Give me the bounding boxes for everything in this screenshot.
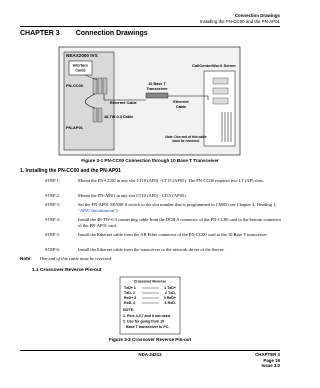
footer-page: Page 19 [263, 357, 280, 363]
neax-label: NEAX2000 IVS [66, 53, 98, 58]
figure1-caption: Figure 3-1 PN-CC00 Connection through 10 Base T Transceiver [81, 158, 219, 163]
footer-issue: Issue 3.0 [261, 363, 280, 369]
step-label: STEP 5: [45, 232, 60, 237]
left-pin-3: RxD+ 3 [124, 296, 137, 300]
transceiver-label-1: 10 Base T [148, 82, 166, 86]
pinout-title: Crossover Reverse [133, 279, 167, 284]
tw-label: 48-TW-0.3 Cable [104, 115, 134, 119]
note-text: One end of this cable must be reversed. [39, 256, 113, 261]
header-title: Connection Drawings [234, 13, 280, 18]
footer-right [255, 352, 280, 369]
step-text: Install the Ethernet cable from the AB Ether connector of the PN-CC00 card to the 10 Base T transceiver. [78, 232, 268, 237]
diagram-note-1: Note: One end of this cable [165, 135, 207, 139]
step-label: STEP 4: [45, 217, 60, 222]
chapter-number: CHAPTER 3 [20, 30, 60, 37]
ap01-initialization-link[interactable]: "AP01 Initialization" [78, 207, 117, 213]
right-pin-3: 3 RxD+ [163, 296, 176, 300]
left-pin-2: TxD- 2 [124, 291, 135, 295]
transceiver-label-2: Transceiver [146, 87, 168, 91]
step-label: STEP 1: [45, 178, 60, 183]
subsection-title: 1.1 Crossover Reverse Pin-out [32, 268, 102, 273]
interface-cards-label-1: Interface [73, 63, 88, 68]
right-pin-6: 6 RxD- [164, 301, 176, 305]
step-label: STEP 3: [45, 202, 60, 207]
figure2-caption: Figure 3-2 Crossover Reverse Pin-out [108, 337, 192, 342]
pinout-notes-header: NOTE: [123, 308, 135, 312]
footer-chapter: CHAPTER 3 [255, 352, 280, 357]
note-label: Note: [20, 256, 32, 261]
server-label: CallCenterWorX Server [192, 63, 236, 68]
step-text: Mount the PN-AP01 in any slot LT10 (AP0) - LT15 (AP05). [78, 193, 187, 198]
eth-right-label-1: Ethernet [173, 100, 189, 104]
ap-label: PN-AP01 [66, 125, 83, 130]
right-pin-2: 2 TxD- [165, 291, 176, 295]
step-label: STEP 6: [45, 247, 60, 252]
pinout-note-1: 1. Pins 4,5,7,and 8 not used. [123, 314, 171, 318]
footer-rule [20, 350, 280, 351]
step-text: Mount the PN-CC00 in any slot LT10 (AP0) - LT15 (AP05). The PN-CC00 requires two LT (AP) slots. [78, 178, 264, 183]
left-pin-6: RxD- 6 [124, 301, 136, 305]
header-subtitle: Installing the PN-CC00 and the PN-AP01 [199, 18, 280, 24]
step-text: Install the 48-TW-0.3 connecting cable from the DCB A connector of the PN-CC00 card to the bottom connector of the PN-AP01 card. [78, 217, 282, 228]
cc-label: PN-CC00 [66, 83, 84, 88]
eth-right-label-2: Cable [175, 105, 187, 109]
step-label: STEP 2: [45, 193, 60, 198]
step-text: Install the Ethernet cable from the transceiver to the network driver of the Server. [78, 247, 225, 252]
diagram-note-2: must be reversed. [172, 139, 200, 143]
interface-cards-label-2: Cards [75, 68, 86, 73]
chapter-title: Connection Drawings [75, 30, 148, 37]
pinout-note-2: 2. Use for going from 10 [123, 319, 165, 324]
pinout-note-3: Base T transceiver to PC. [126, 325, 170, 329]
eth-left-label: Ethernet Cable [110, 101, 137, 105]
footer-doc: NDA-24213 [138, 352, 162, 357]
step-text: Set the PN-AP01 SENSE 0 switch to the slot number that is programmed in CM05 (see Chapter 4, Heading 1, "AP01 Initialization"). [78, 202, 277, 213]
section-1-title: 1. Installing the PN-CC00 and the PN-AP01 [20, 168, 121, 174]
left-pin-1: TxD+ 1 [124, 286, 136, 290]
right-pin-1: 1 TxD+ [164, 286, 176, 290]
